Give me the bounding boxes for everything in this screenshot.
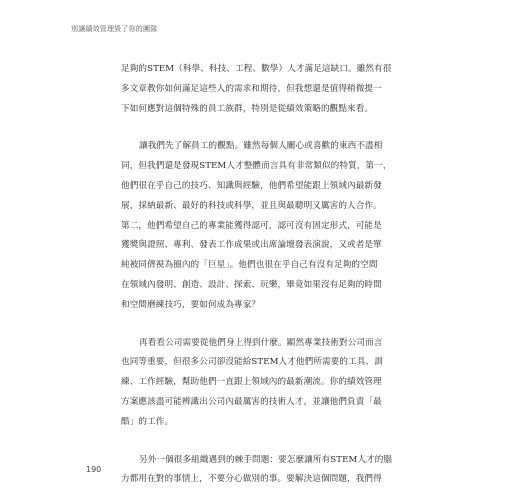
text-line: 第二，他們希望自己的專業能獲得認可，認可沒有固定形式，可能是 [121,220,382,231]
text-line: 多文章教你如何滿足這些人的需求和期待，但我想還是值得稍微提一 [121,83,382,94]
text-line: 獲獎與證照、專利、發表工作成果或出席論壇發表演說，又或者是單 [121,240,382,251]
text-line: 再看看公司需要從他們身上得到什麼。顯然專業技術對公司而言 [139,337,383,348]
text-line: 另外一個很多組織遇到的棘手問題：要怎麼讓所有STEM人才的腦 [139,454,393,465]
text-line: 也同等重要，但很多公司卻沒能給STEM人才他們所需要的工具、訓 [121,357,383,368]
text-line: 在領域內發明、創造、設計、探索、玩樂，畢竟如果沒有足夠的時間 [121,279,382,290]
body-text [121,60,403,490]
text-line: 和空間磨練技巧，要如何成為專家？ [121,299,261,310]
paragraph-1 [121,60,403,119]
text-line: 足夠的STEM（科學、科技、工程、數學）人才滿足這缺口。雖然有很 [121,64,392,74]
text-line: 純被同儕視為圈內的「巨星」。他們也很在乎自己有沒有足夠的空間 [121,260,378,271]
text-line: 下如何應對這個特殊的員工族群，特別是從績效策略的觀點來看。 [121,103,374,114]
text-line: 酷」的工作。 [121,416,174,427]
text-line: 他們很在乎自己的技巧、知識與經驗，他們希望能跟上領域內最新發 [121,180,382,191]
paragraph-2 [121,137,403,315]
text-line: 練、工作經驗，幫助他們一直跟上領域內的最新潮流。你的績效管理 [121,377,382,388]
paragraph-3 [121,334,403,433]
text-line: 展，採納最新、最好的科技或科學，並且與最聰明又厲害的人合作。 [121,200,382,211]
text-line: 方案應該盡可能辨識出公司內最厲害的技術人才，並讓他們負責「最 [121,396,382,407]
page-number: 190 [86,465,102,474]
running-head: 別讓績效管理毀了你的團隊 [71,25,158,33]
paragraph-4 [121,451,403,491]
text-line: 力都用在對的事情上，不要分心做別的事。要解決這個問題，我們得 [121,474,382,485]
text-line: 讓我們先了解員工的觀點。雖然每個人關心或喜歡的東西不盡相 [139,141,383,152]
text-line: 同，但我們還是發現STEM人才整體而言具有非常類似的特質，第一， [121,161,392,172]
